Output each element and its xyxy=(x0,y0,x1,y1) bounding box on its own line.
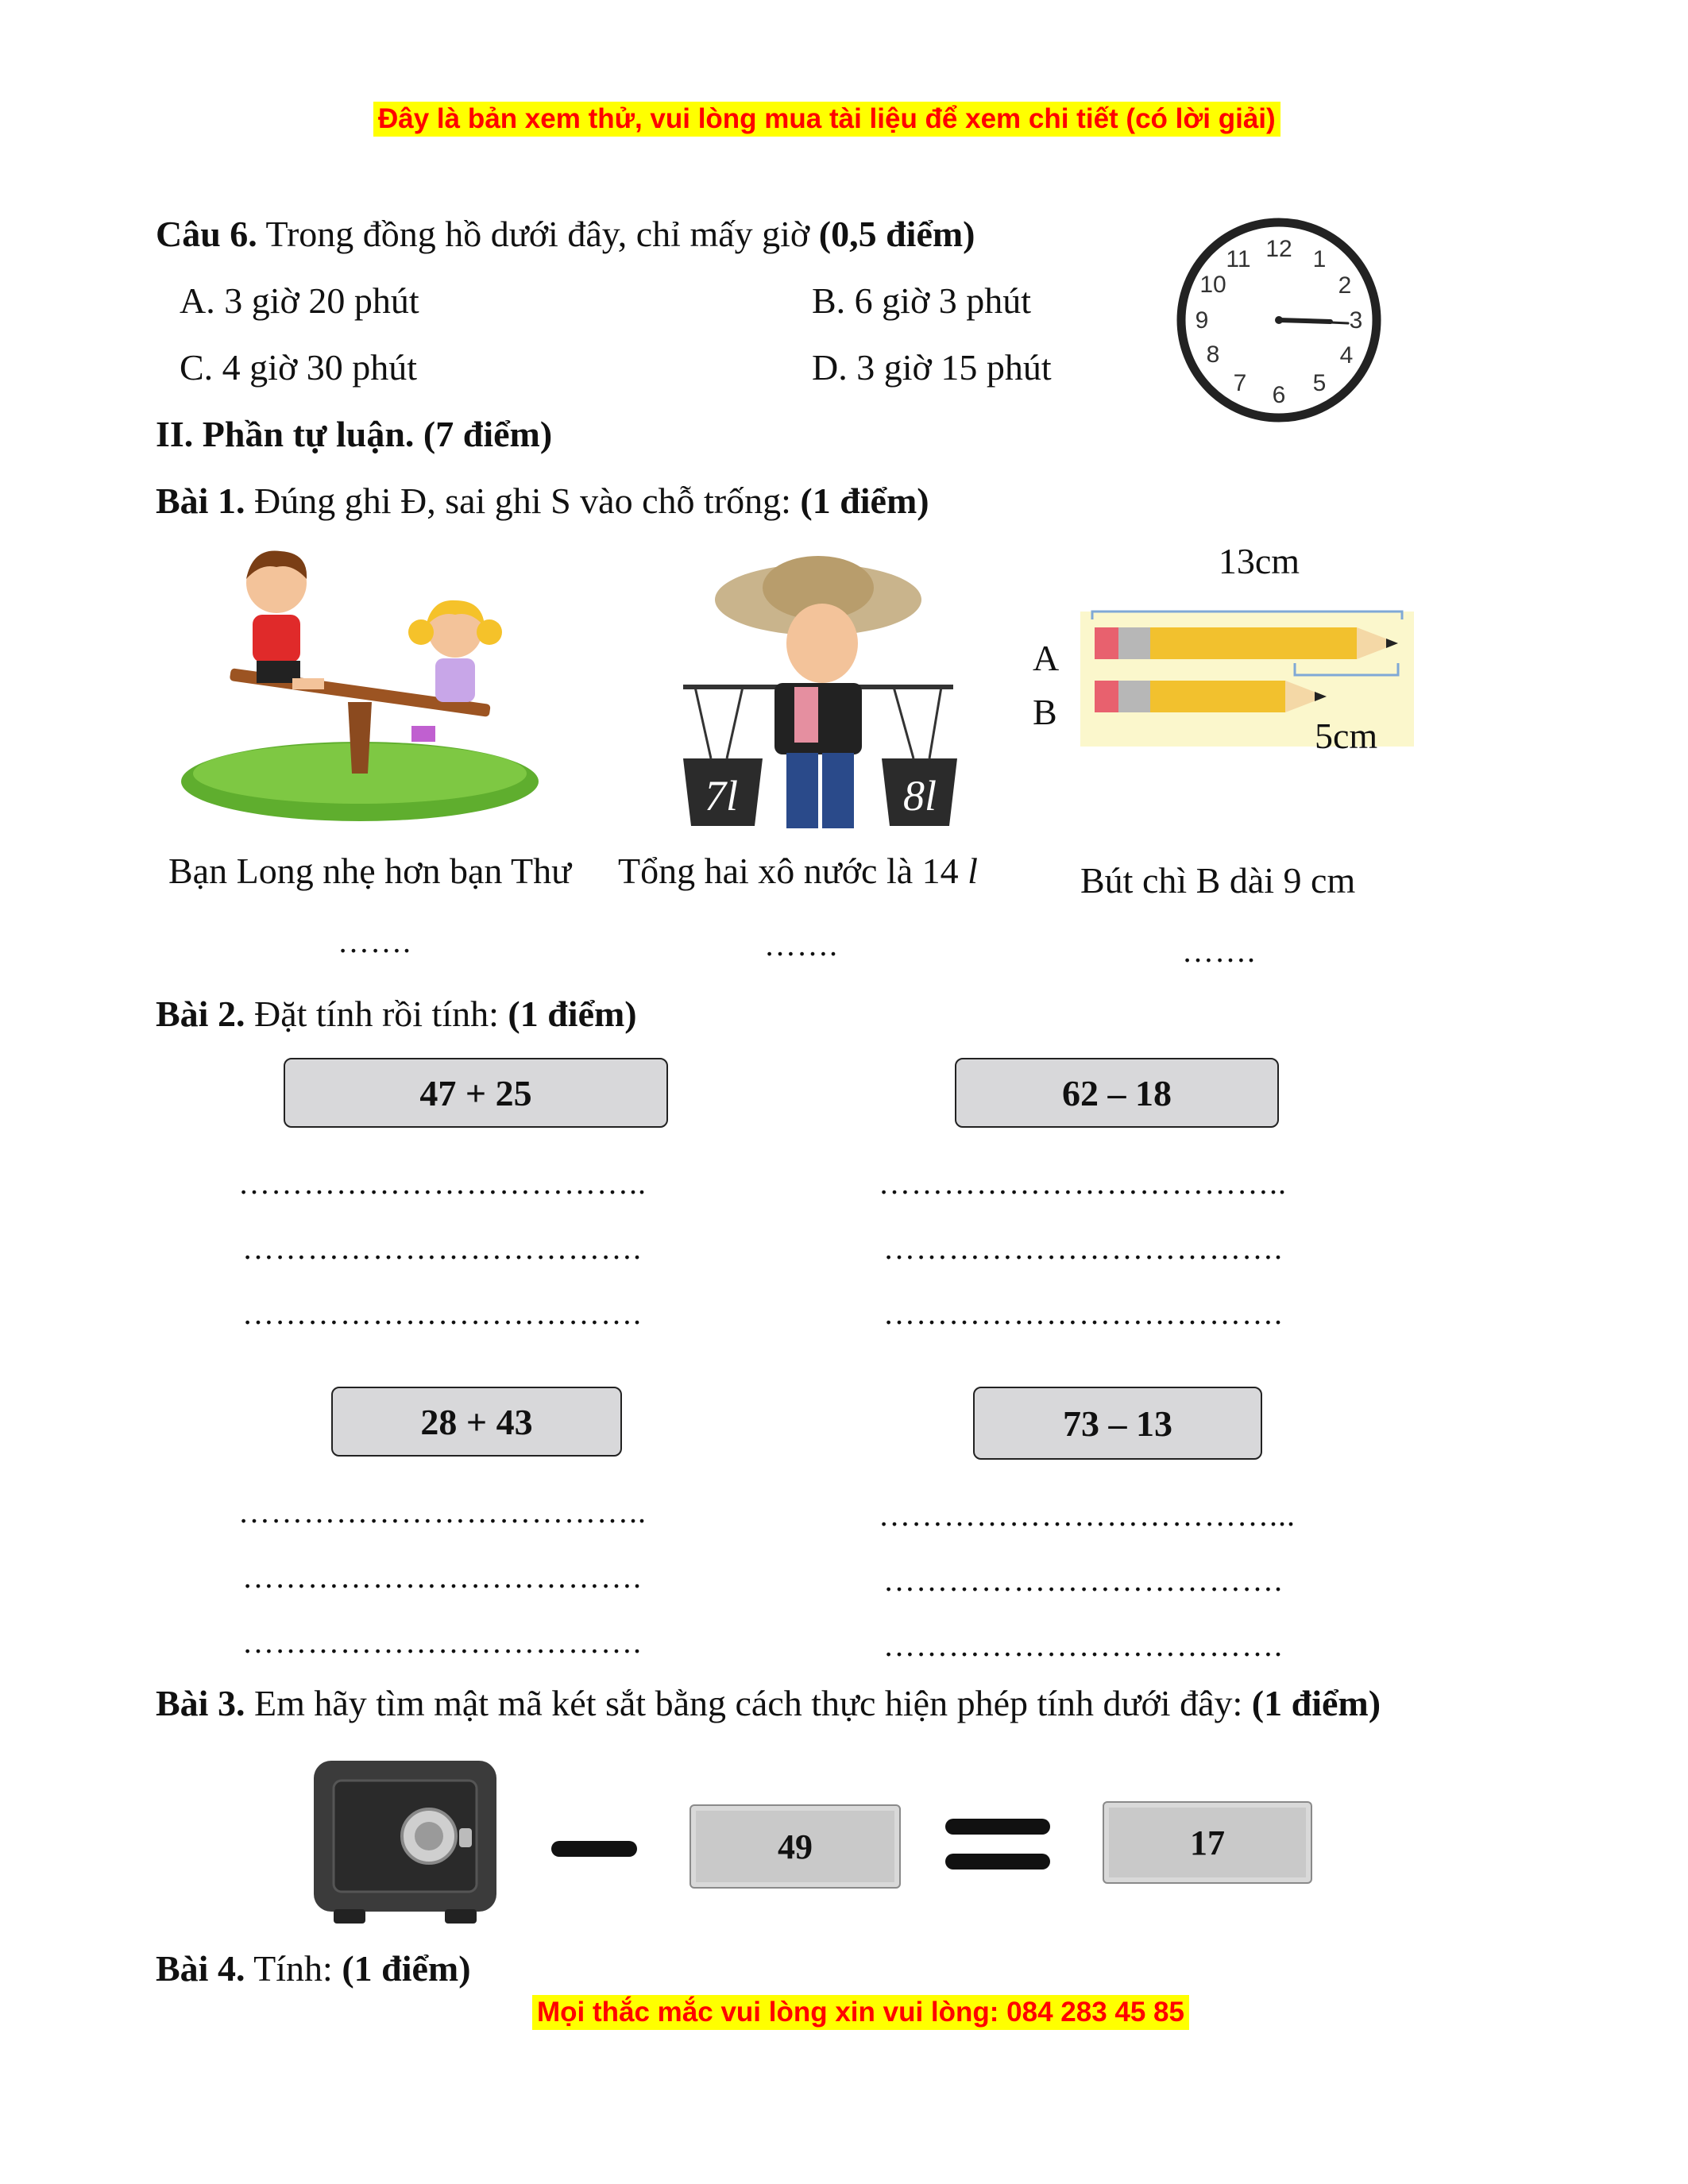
bai2-label: Bài 2. xyxy=(156,994,245,1034)
clock-center xyxy=(1275,316,1283,324)
statement-3: Bút chì B dài 9 cm xyxy=(1080,860,1356,901)
clock-number-5: 5 xyxy=(1312,370,1327,396)
work-line[interactable]: ………………………………. xyxy=(242,1230,642,1266)
pencil-label-b: B xyxy=(1033,692,1057,732)
section-2-title: II. Phần tự luận. (7 điểm) xyxy=(156,414,553,454)
work-line[interactable]: ……………………………….. xyxy=(879,1165,1287,1201)
equals-sign-bottom xyxy=(945,1854,1050,1870)
work-line[interactable]: ………………………………. xyxy=(242,1295,642,1331)
pencil-total-length: 13cm xyxy=(1218,541,1300,581)
q6-points: (0,5 điểm) xyxy=(818,214,975,254)
bai4-text: Tính: xyxy=(253,1948,333,1989)
q6-label: Câu 6. xyxy=(156,214,257,254)
pencils-illustration xyxy=(1033,540,1446,770)
work-line[interactable]: ……………………………….. xyxy=(238,1494,647,1530)
bai3-label: Bài 3. xyxy=(156,1683,245,1723)
bai2-points: (1 điểm) xyxy=(508,994,637,1034)
equals-sign-top xyxy=(945,1819,1050,1835)
expression-box-4: 73 – 13 xyxy=(973,1387,1262,1460)
seesaw-illustration xyxy=(173,543,547,829)
boy-buckets-illustration xyxy=(675,548,961,834)
bai3-text: Em hãy tìm mật mã két sắt bằng cách thực hiện phép tính dưới đây: xyxy=(253,1683,1243,1723)
answer-blank-1[interactable]: ……. xyxy=(338,924,411,959)
work-line[interactable]: ………………………………. xyxy=(883,1627,1283,1663)
work-line[interactable]: ………………………………. xyxy=(242,1624,642,1660)
result-value-plank: 17 xyxy=(1103,1801,1312,1884)
q6-heading xyxy=(156,213,975,255)
bai1-text: Đúng ghi Đ, sai ghi S vào chỗ trống: xyxy=(253,480,791,521)
work-line[interactable]: ………………………………. xyxy=(883,1295,1283,1331)
bai4-label: Bài 4. xyxy=(156,1948,245,1989)
expression-box-1: 47 + 25 xyxy=(284,1058,668,1128)
clock-number-9: 9 xyxy=(1195,307,1209,334)
bai4-points: (1 điểm) xyxy=(342,1948,471,1989)
clock-number-3: 3 xyxy=(1349,307,1363,334)
statement-2-text: Tổng hai xô nước là 14 xyxy=(618,851,959,891)
clock-number-7: 7 xyxy=(1233,370,1247,396)
clock-number-4: 4 xyxy=(1339,342,1354,369)
answer-blank-2[interactable]: ……. xyxy=(764,927,838,963)
clock-number-12: 12 xyxy=(1265,236,1292,262)
statement-1: Bạn Long nhẹ hơn bạn Thư xyxy=(168,851,572,891)
safe-icon xyxy=(310,1757,500,1927)
work-line[interactable]: ………………………………. xyxy=(242,1559,642,1595)
work-line[interactable]: ………………………………. xyxy=(883,1562,1283,1598)
minus-value-plank: 49 xyxy=(689,1804,901,1889)
bai4-heading xyxy=(156,1947,471,1989)
clock-number-1: 1 xyxy=(1312,246,1327,272)
work-line[interactable]: ………………………………. xyxy=(883,1230,1283,1266)
preview-notice: Đây là bản xem thử, vui lòng mua tài liệu để xem chi tiết (có lời giải) xyxy=(373,102,1280,137)
bai1-label: Bài 1. xyxy=(156,480,245,521)
pencil-diff-length: 5cm xyxy=(1315,716,1378,756)
bai3-heading xyxy=(156,1682,1381,1724)
bai2-text: Đặt tính rồi tính: xyxy=(253,994,499,1034)
expression-box-2: 62 – 18 xyxy=(955,1058,1279,1128)
clock-number-11: 11 xyxy=(1226,246,1251,272)
bai1-heading xyxy=(156,480,929,522)
statement-2 xyxy=(618,850,978,892)
clock-number-2: 2 xyxy=(1338,272,1352,299)
work-line[interactable]: ………………………………... xyxy=(879,1497,1296,1533)
work-line[interactable]: ……………………………….. xyxy=(238,1165,647,1201)
q6-option-b[interactable]: B. 6 giờ 3 phút xyxy=(812,280,1032,321)
bai3-points: (1 điểm) xyxy=(1251,1683,1381,1723)
clock-number-10: 10 xyxy=(1199,272,1226,298)
pencil-label-a: A xyxy=(1033,638,1060,678)
expression-box-3: 28 + 43 xyxy=(331,1387,622,1457)
minus-sign xyxy=(551,1841,637,1857)
statement-2-unit: l xyxy=(968,851,978,891)
contact-notice: Mọi thắc mắc vui lòng xin vui lòng: 084 283 45 85 xyxy=(532,1995,1189,2030)
clock-illustration xyxy=(1172,216,1386,424)
q6-option-d[interactable]: D. 3 giờ 15 phút xyxy=(812,347,1052,388)
q6-option-c[interactable]: C. 4 giờ 30 phút xyxy=(180,347,418,388)
clock-number-8: 8 xyxy=(1206,341,1220,368)
clock-number-6: 6 xyxy=(1272,382,1286,408)
q6-text: Trong đồng hồ dưới đây, chỉ mấy giờ xyxy=(265,214,810,254)
bai1-points: (1 điểm) xyxy=(800,480,929,521)
answer-blank-3[interactable]: ……. xyxy=(1182,933,1256,969)
bucket-label-right: 8l xyxy=(902,772,937,820)
bucket-label-left: 7l xyxy=(704,772,739,820)
q6-option-a[interactable]: A. 3 giờ 20 phút xyxy=(180,280,419,321)
bai2-heading xyxy=(156,993,637,1035)
